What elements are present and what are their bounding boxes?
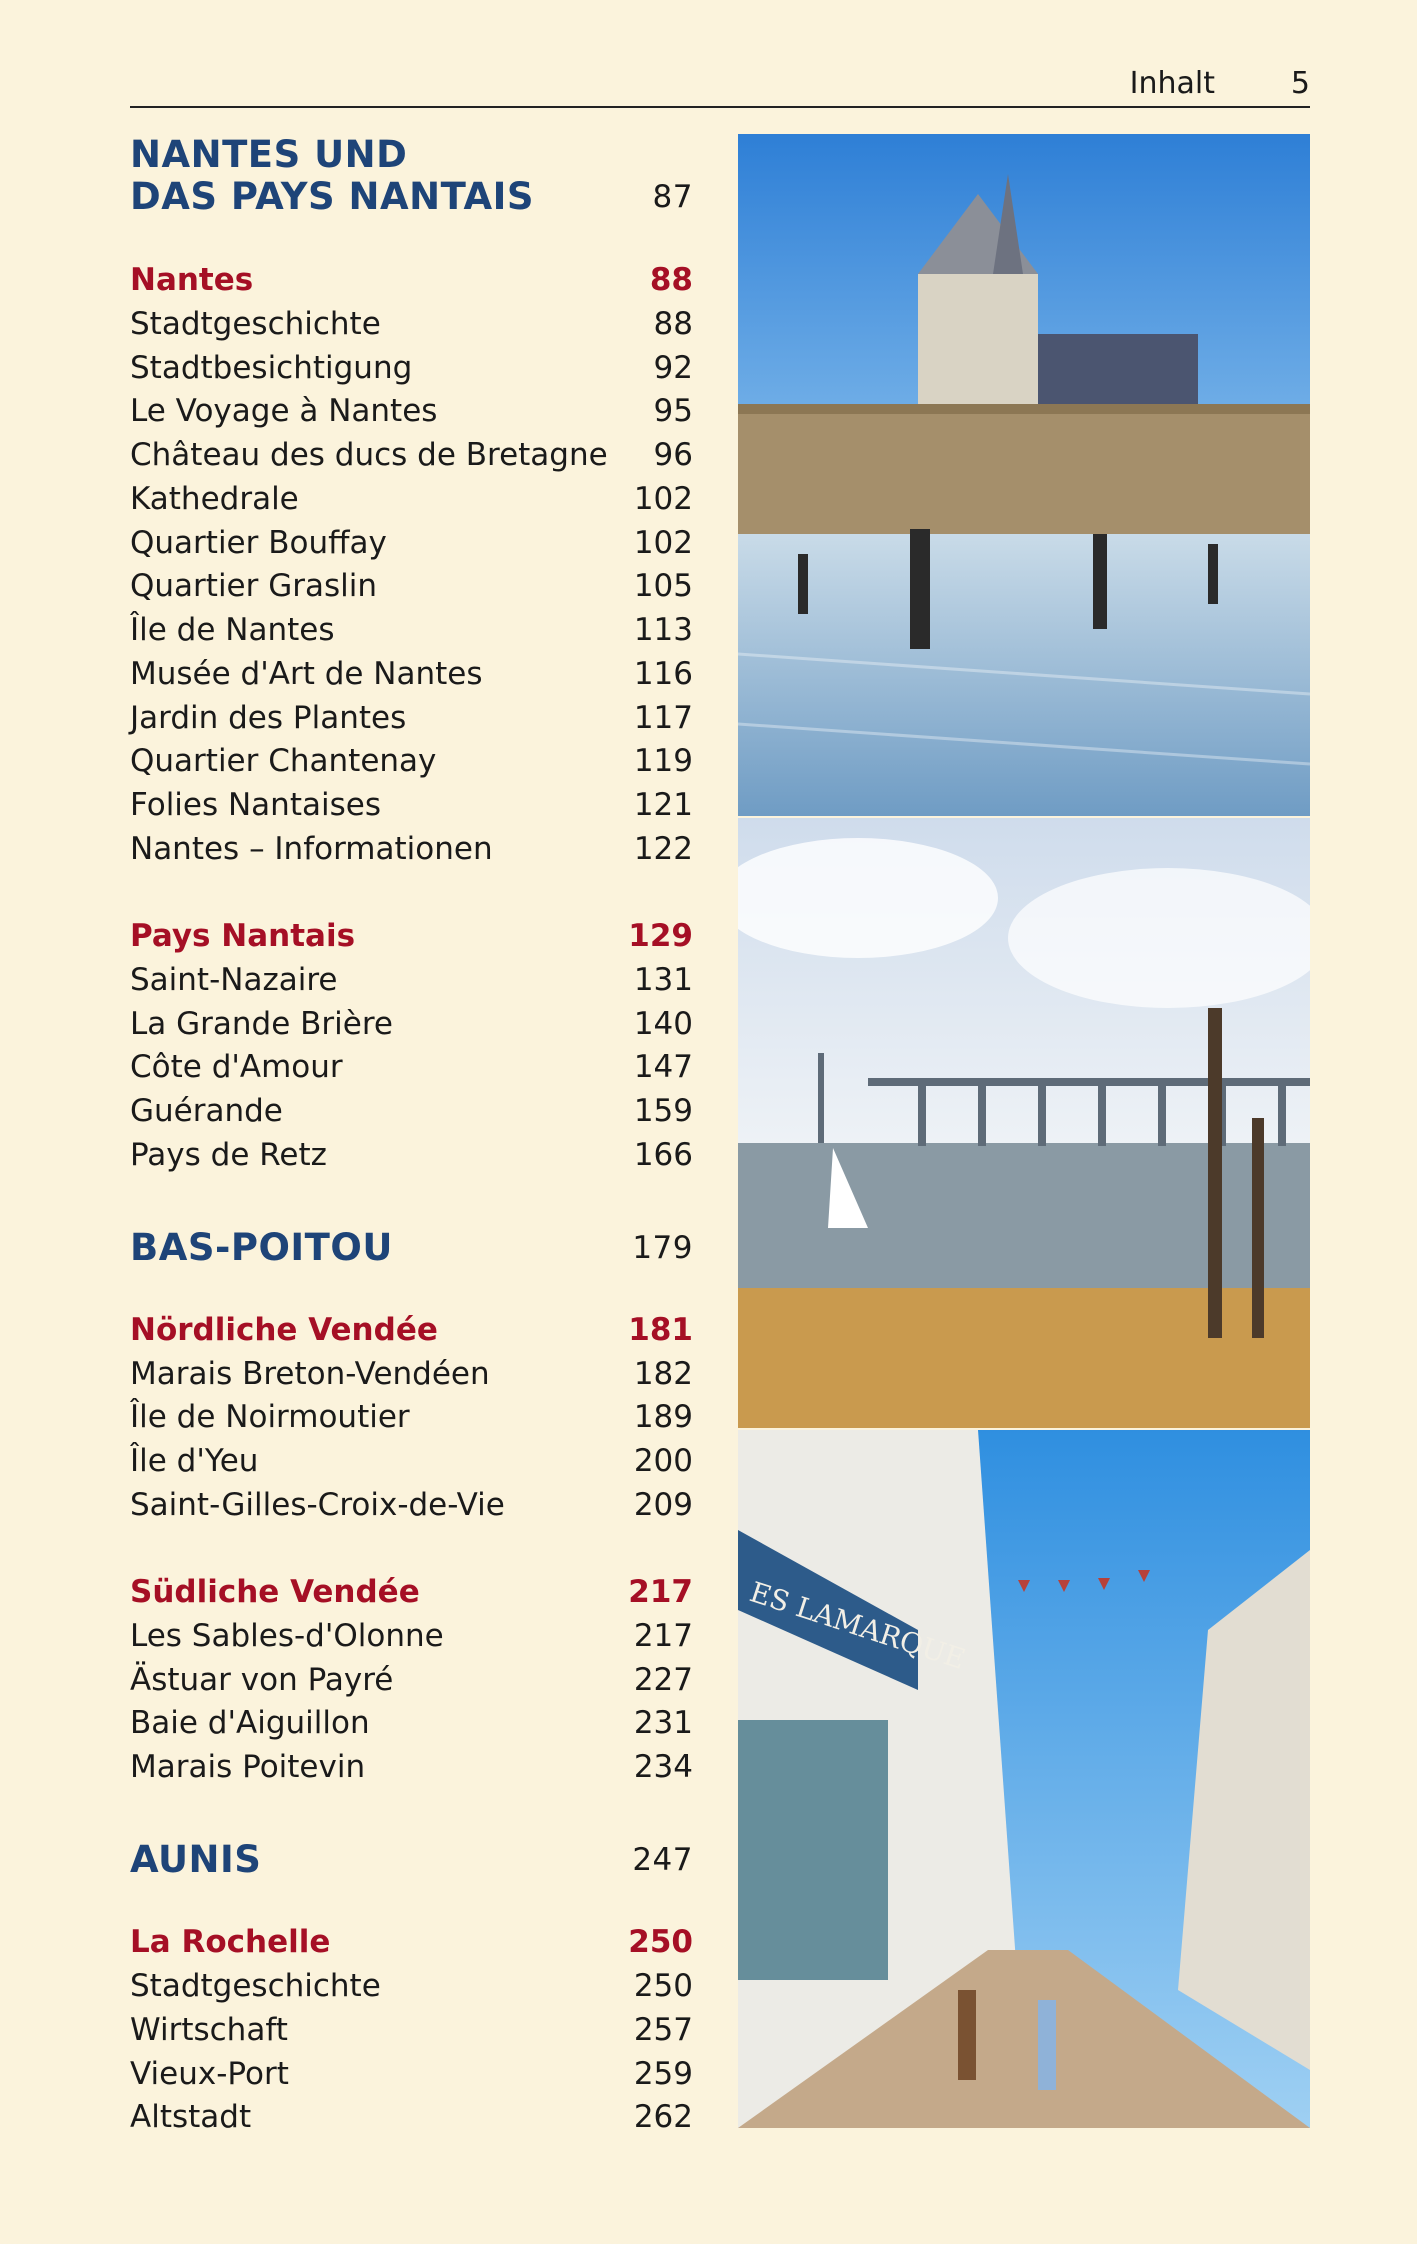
- toc-page: 181: [628, 1312, 693, 1348]
- toc-entry-label: Vieux-Port: [130, 2056, 289, 2092]
- toc-page: 129: [628, 918, 693, 954]
- toc-entry-label: Quartier Bouffay: [130, 525, 387, 561]
- toc-subheading-label: Südliche Vendée: [130, 1574, 420, 1610]
- toc-entry[interactable]: [130, 1440, 693, 1482]
- toc-entry-label: Jardin des Plantes: [130, 700, 407, 736]
- toc-page: 96: [653, 437, 693, 473]
- region-heading-nantes[interactable]: [130, 134, 693, 218]
- toc-entry[interactable]: [130, 1746, 693, 1788]
- toc-entry-label: Ästuar von Payré: [130, 1662, 394, 1698]
- region-heading-aunis[interactable]: [130, 1837, 693, 1883]
- toc-subheading[interactable]: [130, 1921, 693, 1963]
- toc-entry[interactable]: [130, 1134, 693, 1176]
- toc-entry[interactable]: [130, 1046, 693, 1088]
- toc-page: 147: [633, 1049, 693, 1085]
- toc-page: 159: [633, 1093, 693, 1129]
- region-title: BAS-POITOU: [130, 1226, 393, 1269]
- toc-page: 92: [653, 350, 693, 386]
- bridge-illustration: [738, 818, 1310, 1428]
- toc-page: 189: [633, 1399, 693, 1435]
- header-label: Inhalt: [1129, 66, 1215, 101]
- toc-entry-label: Quartier Graslin: [130, 568, 378, 604]
- toc-page: 88: [653, 306, 693, 342]
- toc-entry-label: Stadtgeschichte: [130, 306, 381, 342]
- toc-subheading[interactable]: [130, 1571, 693, 1613]
- toc-entry-label: Saint-Gilles-Croix-de-Vie: [130, 1487, 505, 1523]
- toc-entry-label: Île d'Yeu: [130, 1443, 259, 1479]
- toc-entry[interactable]: [130, 1615, 693, 1657]
- toc-entry[interactable]: [130, 303, 693, 345]
- toc-page: 122: [633, 831, 693, 867]
- toc-page: 209: [633, 1487, 693, 1523]
- toc-entry[interactable]: [130, 1659, 693, 1701]
- toc-entry-label: Les Sables-d'Olonne: [130, 1618, 444, 1654]
- toc-entry[interactable]: [130, 2096, 693, 2138]
- toc-page: 217: [628, 1574, 693, 1610]
- region-title: AUNIS: [130, 1838, 262, 1881]
- toc-entry[interactable]: [130, 2009, 693, 2051]
- toc-page: 102: [633, 481, 693, 517]
- toc-entry[interactable]: [130, 609, 693, 651]
- toc-page: 117: [633, 700, 693, 736]
- toc-subheading-label: La Rochelle: [130, 1924, 331, 1960]
- toc-entry-label: Altstadt: [130, 2099, 252, 2135]
- toc-entry[interactable]: [130, 1396, 693, 1438]
- toc-subheading[interactable]: [130, 915, 693, 957]
- toc-subheading[interactable]: [130, 1309, 693, 1351]
- region-page: 247: [632, 1842, 693, 1878]
- region-heading-bas-poitou[interactable]: [130, 1225, 693, 1271]
- toc-entry-label: Côte d'Amour: [130, 1049, 343, 1085]
- toc-page: 217: [633, 1618, 693, 1654]
- toc-page: 102: [633, 525, 693, 561]
- toc-entry-label: Nantes – Informationen: [130, 831, 493, 867]
- toc-entry[interactable]: [130, 653, 693, 695]
- toc-page: 234: [633, 1749, 693, 1785]
- toc-entry[interactable]: [130, 697, 693, 739]
- toc-entry-label: Wirtschaft: [130, 2012, 288, 2048]
- toc-entry[interactable]: [130, 828, 693, 870]
- toc-entry[interactable]: [130, 390, 693, 432]
- toc-entry-label: Quartier Chantenay: [130, 743, 437, 779]
- toc-page: 262: [633, 2099, 693, 2135]
- toc-entry[interactable]: [130, 478, 693, 520]
- toc-entry[interactable]: [130, 1965, 693, 2007]
- street-illustration: [738, 1430, 1310, 2128]
- shop-sign-text: ES LAMARQUE: [745, 1575, 970, 1676]
- toc-page: 259: [633, 2056, 693, 2092]
- photo-chateau-nantes: [738, 134, 1310, 816]
- toc-entry[interactable]: [130, 1003, 693, 1045]
- region-page: 87: [652, 179, 693, 215]
- toc-entry-label: Marais Poitevin: [130, 1749, 366, 1785]
- toc-page: 119: [633, 743, 693, 779]
- toc-entry[interactable]: [130, 959, 693, 1001]
- toc-entry-label: Stadtgeschichte: [130, 1968, 381, 2004]
- region-page: 179: [632, 1230, 693, 1266]
- toc-page: 140: [633, 1006, 693, 1042]
- toc-entry[interactable]: [130, 565, 693, 607]
- toc-entry-label: Folies Nantaises: [130, 787, 381, 823]
- toc-subheading-label: Pays Nantais: [130, 918, 356, 954]
- toc-entry[interactable]: [130, 1090, 693, 1132]
- toc-entry[interactable]: [130, 2053, 693, 2095]
- toc-entry[interactable]: [130, 740, 693, 782]
- toc-entry-label: Musée d'Art de Nantes: [130, 656, 483, 692]
- toc-entry-label: Île de Noirmoutier: [130, 1399, 410, 1435]
- toc-subheading-label: Nördliche Vendée: [130, 1312, 438, 1348]
- toc-entry-label: Château des ducs de Bretagne: [130, 437, 608, 473]
- toc-page: 231: [633, 1705, 693, 1741]
- toc-entry-label: Stadtbesichtigung: [130, 350, 413, 386]
- toc-page: 200: [633, 1443, 693, 1479]
- photo-saint-nazaire-bridge: [738, 818, 1310, 1428]
- toc-entry[interactable]: [130, 1353, 693, 1395]
- toc-entry-label: Le Voyage à Nantes: [130, 393, 438, 429]
- photo-shopping-street: [738, 1430, 1310, 2128]
- toc-entry-label: Baie d'Aiguillon: [130, 1705, 370, 1741]
- toc-page: 88: [649, 262, 693, 298]
- toc-page: 257: [633, 2012, 693, 2048]
- toc-page: 166: [633, 1137, 693, 1173]
- toc-subheading-label: Nantes: [130, 262, 254, 298]
- toc-entry[interactable]: [130, 347, 693, 389]
- toc-page: 182: [633, 1356, 693, 1392]
- toc-page: 131: [633, 962, 693, 998]
- toc-entry[interactable]: [130, 434, 693, 476]
- toc-page: 227: [633, 1662, 693, 1698]
- toc-entry-label: La Grande Brière: [130, 1006, 393, 1042]
- toc-entry-label: Saint-Nazaire: [130, 962, 338, 998]
- toc-entry[interactable]: [130, 1484, 693, 1526]
- page-number: 5: [1290, 66, 1310, 101]
- toc-entry[interactable]: [130, 522, 693, 564]
- toc-page: 95: [653, 393, 693, 429]
- toc-entry-label: Île de Nantes: [130, 612, 335, 648]
- toc-entry-label: Guérande: [130, 1093, 283, 1129]
- toc-entry[interactable]: [130, 784, 693, 826]
- toc-entry-label: Marais Breton-Vendéen: [130, 1356, 490, 1392]
- toc-page: 105: [633, 568, 693, 604]
- table-of-contents: [130, 0, 693, 2244]
- chateau-illustration: [738, 134, 1310, 816]
- toc-page: 116: [633, 656, 693, 692]
- toc-page: 250: [628, 1924, 693, 1960]
- region-title-line2: DAS PAYS NANTAIS: [130, 175, 534, 218]
- toc-page: 113: [633, 612, 693, 648]
- toc-entry[interactable]: [130, 1702, 693, 1744]
- toc-page: 250: [633, 1968, 693, 2004]
- toc-entry-label: Pays de Retz: [130, 1137, 327, 1173]
- toc-page: 121: [633, 787, 693, 823]
- toc-entry-label: Kathedrale: [130, 481, 299, 517]
- toc-subheading[interactable]: [130, 259, 693, 301]
- region-title-line1: NANTES UND: [130, 133, 408, 176]
